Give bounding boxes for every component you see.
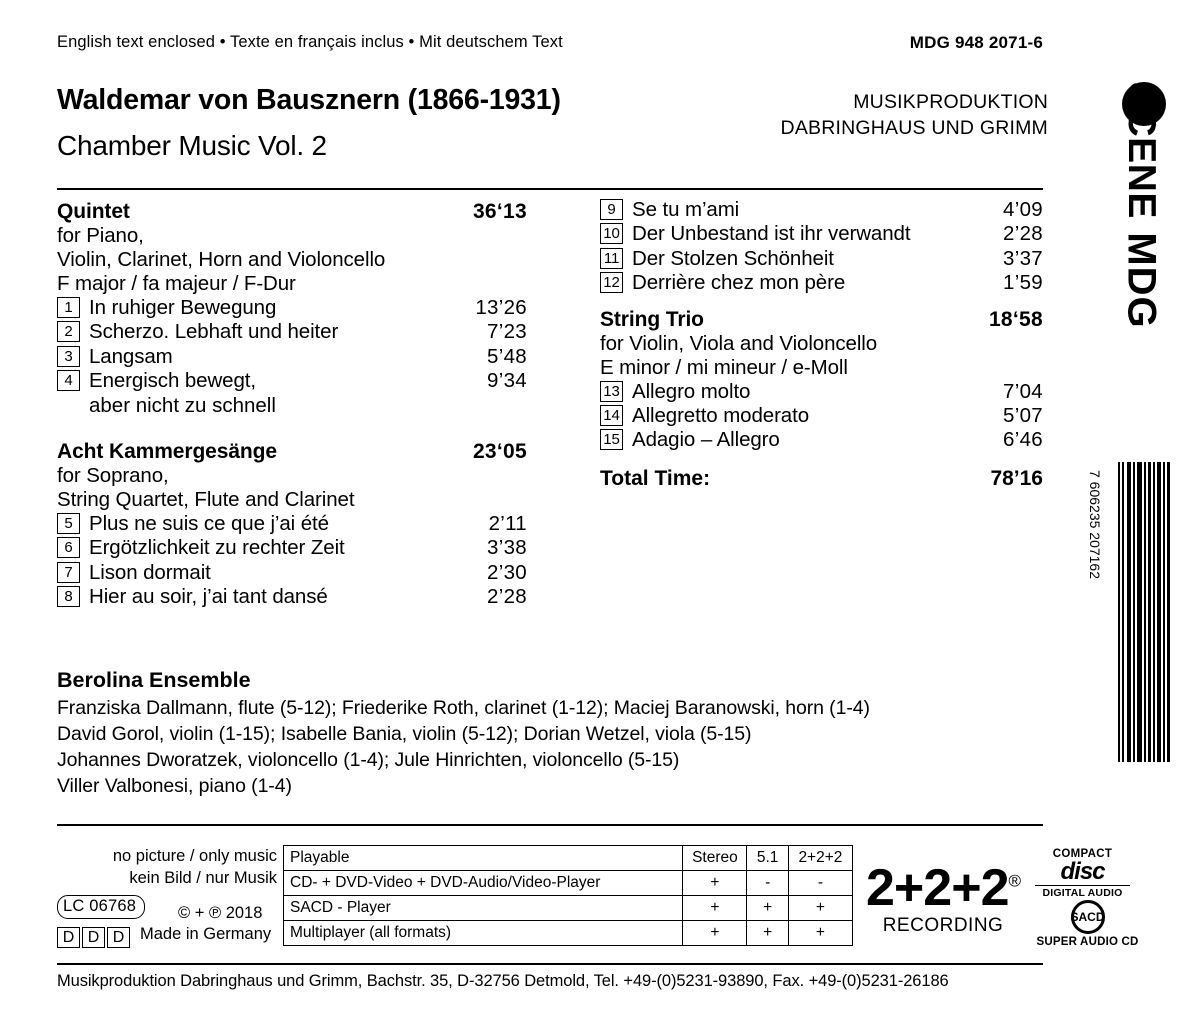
track-title: Scherzo. Lebhaft und heiter: [89, 320, 339, 344]
track-row[interactable]: [600, 404, 1043, 428]
playable-table: [283, 845, 853, 946]
table-header-cell: 5.1: [747, 846, 788, 871]
track-row[interactable]: [600, 198, 1043, 222]
performer-line: Franziska Dallmann, flute (5-12); Friederike Roth, clarinet (1-12); Maciej Baranowski, horn (1-4): [57, 697, 870, 719]
track-number: 12: [600, 272, 623, 293]
total-time-label: Total Time:: [600, 466, 711, 490]
divider-top: [57, 188, 1043, 190]
track-row[interactable]: [600, 247, 1043, 271]
work-subtitle-string-trio: [600, 332, 1043, 380]
barcode: [1087, 462, 1178, 762]
track-duration: 5’48: [487, 344, 527, 368]
track-title: Hier au soir, j’ai tant dansé: [89, 585, 328, 609]
table-cell-51: -: [747, 871, 788, 896]
format-logo-text: 2+2+2: [866, 859, 1009, 917]
table-cell-device: Multiplayer (all formats): [284, 921, 683, 946]
table-cell-51: +: [747, 921, 788, 946]
work-subtitle-line: for Soprano,: [57, 463, 169, 487]
track-title: Der Stolzen Schönheit: [632, 246, 834, 270]
track-duration: 6’46: [1003, 428, 1043, 452]
performers-block: [57, 668, 1067, 800]
work-header-string-trio: [600, 308, 1043, 332]
ddd-box: D: [57, 927, 80, 948]
table-cell-stereo: +: [683, 871, 747, 896]
work-title: Quintet: [57, 200, 130, 223]
cd-logo-disc-icon: disc: [1060, 858, 1105, 885]
table-cell-51: +: [747, 896, 788, 921]
ddd-row: [57, 927, 130, 948]
track-row[interactable]: [57, 345, 527, 369]
track-duration: 2’30: [487, 560, 527, 584]
table-cell-stereo: +: [683, 921, 747, 946]
track-title: Allegretto moderato: [632, 403, 810, 427]
track-title: Energisch bewegt,: [89, 369, 256, 393]
track-duration: 3’37: [1003, 246, 1043, 270]
work-subtitle-line: String Quartet, Flute and Clarinet: [57, 487, 355, 511]
track-duration: 9’34: [487, 369, 527, 393]
compact-disc-logo: [1035, 848, 1130, 899]
no-picture-note: [57, 845, 277, 890]
divider-footer: [57, 963, 1043, 965]
table-cell-stereo: +: [683, 896, 747, 921]
ddd-box: D: [107, 927, 130, 948]
table-cell-222: +: [788, 896, 852, 921]
work-title: Acht Kammergesänge: [57, 439, 277, 463]
spacer: [600, 296, 1043, 306]
track-duration: 5’07: [1003, 403, 1043, 427]
track-row[interactable]: [57, 585, 527, 609]
no-picture-line-2: kein Bild / nur Musik: [129, 869, 277, 888]
track-duration: 13’26: [475, 295, 527, 319]
track-duration: 2’11: [488, 511, 527, 535]
total-time-value: 78’16: [990, 466, 1043, 490]
copyright-text: © + ℗ 2018: [178, 904, 263, 922]
track-title: Derrière chez mon père: [632, 271, 846, 295]
made-in-text: Made in Germany: [140, 925, 272, 943]
track-title: Der Unbestand ist ihr verwandt: [632, 222, 911, 246]
table-row: [284, 896, 853, 921]
sacd-logo: [1035, 900, 1140, 948]
performer-line: David Gorol, violin (1-15); Isabelle Bania, violin (5-12); Dorian Wetzel, viola (5-15): [57, 722, 752, 745]
tracklist-right: [600, 198, 1043, 491]
track-duration: 7’23: [487, 320, 527, 344]
album-title: Chamber Music Vol. 2: [57, 130, 327, 161]
work-subtitle-line: for Piano,: [57, 224, 144, 247]
table-row: [284, 921, 853, 946]
tracklist-left: [57, 198, 527, 609]
track-title: In ruhiger Bewegung: [89, 295, 277, 319]
composer-title: Waldemar von Bausznern (1866-1931): [57, 84, 561, 116]
track-row[interactable]: [600, 222, 1043, 246]
track-number: 8: [57, 586, 80, 607]
table-header-row: [284, 846, 853, 871]
ensemble-name: Berolina Ensemble: [57, 668, 251, 692]
work-subtitle-quintet: [57, 224, 527, 296]
track-title: Se tu m’ami: [632, 198, 740, 221]
spacer: [57, 418, 527, 438]
track-number: 14: [600, 405, 623, 426]
barcode-digits: [1087, 462, 1119, 762]
catalog-number: MDG 948 2071-6: [909, 33, 1043, 52]
table-header-cell: 2+2+2: [788, 846, 852, 871]
label-line-2: DABRINGHAUS UND GRIMM: [780, 116, 1048, 139]
track-row[interactable]: [57, 512, 527, 536]
track-title-continuation: aber nicht zu schnell: [89, 393, 276, 417]
label-name: [781, 90, 1048, 142]
table-row: [284, 871, 853, 896]
work-subtitle-line: Violin, Clarinet, Horn and Violoncello: [57, 247, 386, 271]
track-number: 7: [57, 562, 80, 583]
track-number: 3: [57, 346, 80, 367]
work-title: String Trio: [600, 307, 704, 331]
track-title: Ergötzlichkeit zu rechter Zeit: [89, 536, 345, 560]
work-header-quintet: [57, 200, 527, 224]
sacd-logo-text: SUPER AUDIO CD: [1036, 936, 1139, 948]
track-row[interactable]: [57, 369, 527, 393]
table-header-cell: Playable: [284, 846, 683, 871]
track-title: Allegro molto: [632, 379, 751, 403]
track-duration: 2’28: [1003, 222, 1043, 246]
track-row[interactable]: [57, 561, 527, 585]
work-subtitle-kammergesaenge: [57, 464, 527, 512]
work-subtitle-line: E minor / mi mineur / e-Moll: [600, 355, 848, 379]
track-duration: 2’28: [487, 585, 527, 609]
table-cell-device: SACD - Player: [284, 896, 683, 921]
performer-line: Johannes Dworatzek, violoncello (1-4); Jule Hinrichten, violoncello (5-15): [57, 748, 680, 771]
work-duration: 36‘13: [472, 200, 527, 223]
track-number: 1: [57, 297, 80, 318]
footer-address: Musikproduktion Dabringhaus und Grimm, Bachstr. 35, D-32756 Detmold, Tel. +49-(0)5231-93890, Fax. +49-(0)5231-26186: [57, 972, 949, 990]
logo-scene-wrap: [1104, 82, 1178, 406]
track-row[interactable]: [57, 296, 527, 320]
track-duration: 4’09: [1003, 198, 1043, 221]
track-row[interactable]: [600, 380, 1043, 404]
work-subtitle-line: for Violin, Viola and Violoncello: [600, 331, 878, 355]
track-number: 10: [600, 223, 623, 244]
track-number: 13: [600, 381, 623, 402]
registered-mark-icon: ®: [1008, 871, 1021, 891]
track-duration: 7’04: [1003, 379, 1043, 403]
logo-scene-word: SCENE: [1120, 82, 1163, 219]
track-duration: 3’38: [487, 536, 527, 560]
track-row[interactable]: [57, 320, 527, 344]
track-number: 11: [600, 248, 623, 269]
language-note: English text enclosed • Texte en français inclus • Mit deutschem Text: [57, 33, 563, 51]
table-cell-222: +: [788, 921, 852, 946]
work-subtitle-line: F major / fa majeur / F-Dur: [57, 271, 296, 295]
track-row[interactable]: [57, 536, 527, 560]
logo-letters: MDG: [1119, 232, 1164, 329]
sacd-ring-icon: SACD: [1071, 900, 1105, 934]
barcode-bars-icon: [1118, 462, 1170, 762]
cd-logo-top: COMPACT: [1052, 848, 1113, 860]
lc-code-badge: LC 06768: [57, 895, 145, 919]
header-row: [57, 33, 1043, 53]
track-row[interactable]: [600, 428, 1043, 452]
table-cell-device: CD- + DVD-Video + DVD-Audio/Video-Player: [284, 871, 683, 896]
total-time-row: [600, 467, 1043, 491]
track-duration: 1’59: [1003, 271, 1043, 295]
table-header-cell: Stereo: [683, 846, 747, 871]
table-cell-222: -: [788, 871, 852, 896]
recording-format-logo: [866, 859, 1021, 937]
divider-bottom: [57, 824, 1043, 826]
format-logo-main: [866, 859, 1021, 917]
track-number: 15: [600, 429, 623, 450]
ddd-box: D: [82, 927, 105, 948]
track-title: Lison dormait: [89, 560, 211, 584]
track-number: 6: [57, 537, 80, 558]
work-header-kammergesaenge: [57, 440, 527, 464]
track-number: 4: [57, 370, 80, 391]
format-logo-sub: RECORDING: [882, 915, 1004, 936]
work-duration: 23‘05: [472, 439, 527, 463]
track-number: 2: [57, 321, 80, 342]
cd-logo-bottom: DIGITAL AUDIO: [1035, 885, 1130, 899]
track-row[interactable]: [600, 271, 1043, 295]
label-line-1: MUSIKPRODUKTION: [853, 91, 1048, 113]
track-number: 5: [57, 513, 80, 534]
performer-line: Viller Valbonesi, piano (1-4): [57, 774, 292, 797]
mdg-logo: [1104, 82, 1178, 452]
track-title: Adagio – Allegro: [632, 428, 780, 452]
track-number: 9: [600, 199, 623, 220]
barcode-digit-group: 7 606235 207162: [1087, 470, 1103, 579]
track-title: Langsam: [89, 344, 173, 368]
track-title: Plus ne suis ce que j’ai été: [89, 511, 329, 535]
no-picture-line-1: no picture / only music: [112, 847, 277, 865]
work-duration: 18‘58: [988, 307, 1043, 331]
